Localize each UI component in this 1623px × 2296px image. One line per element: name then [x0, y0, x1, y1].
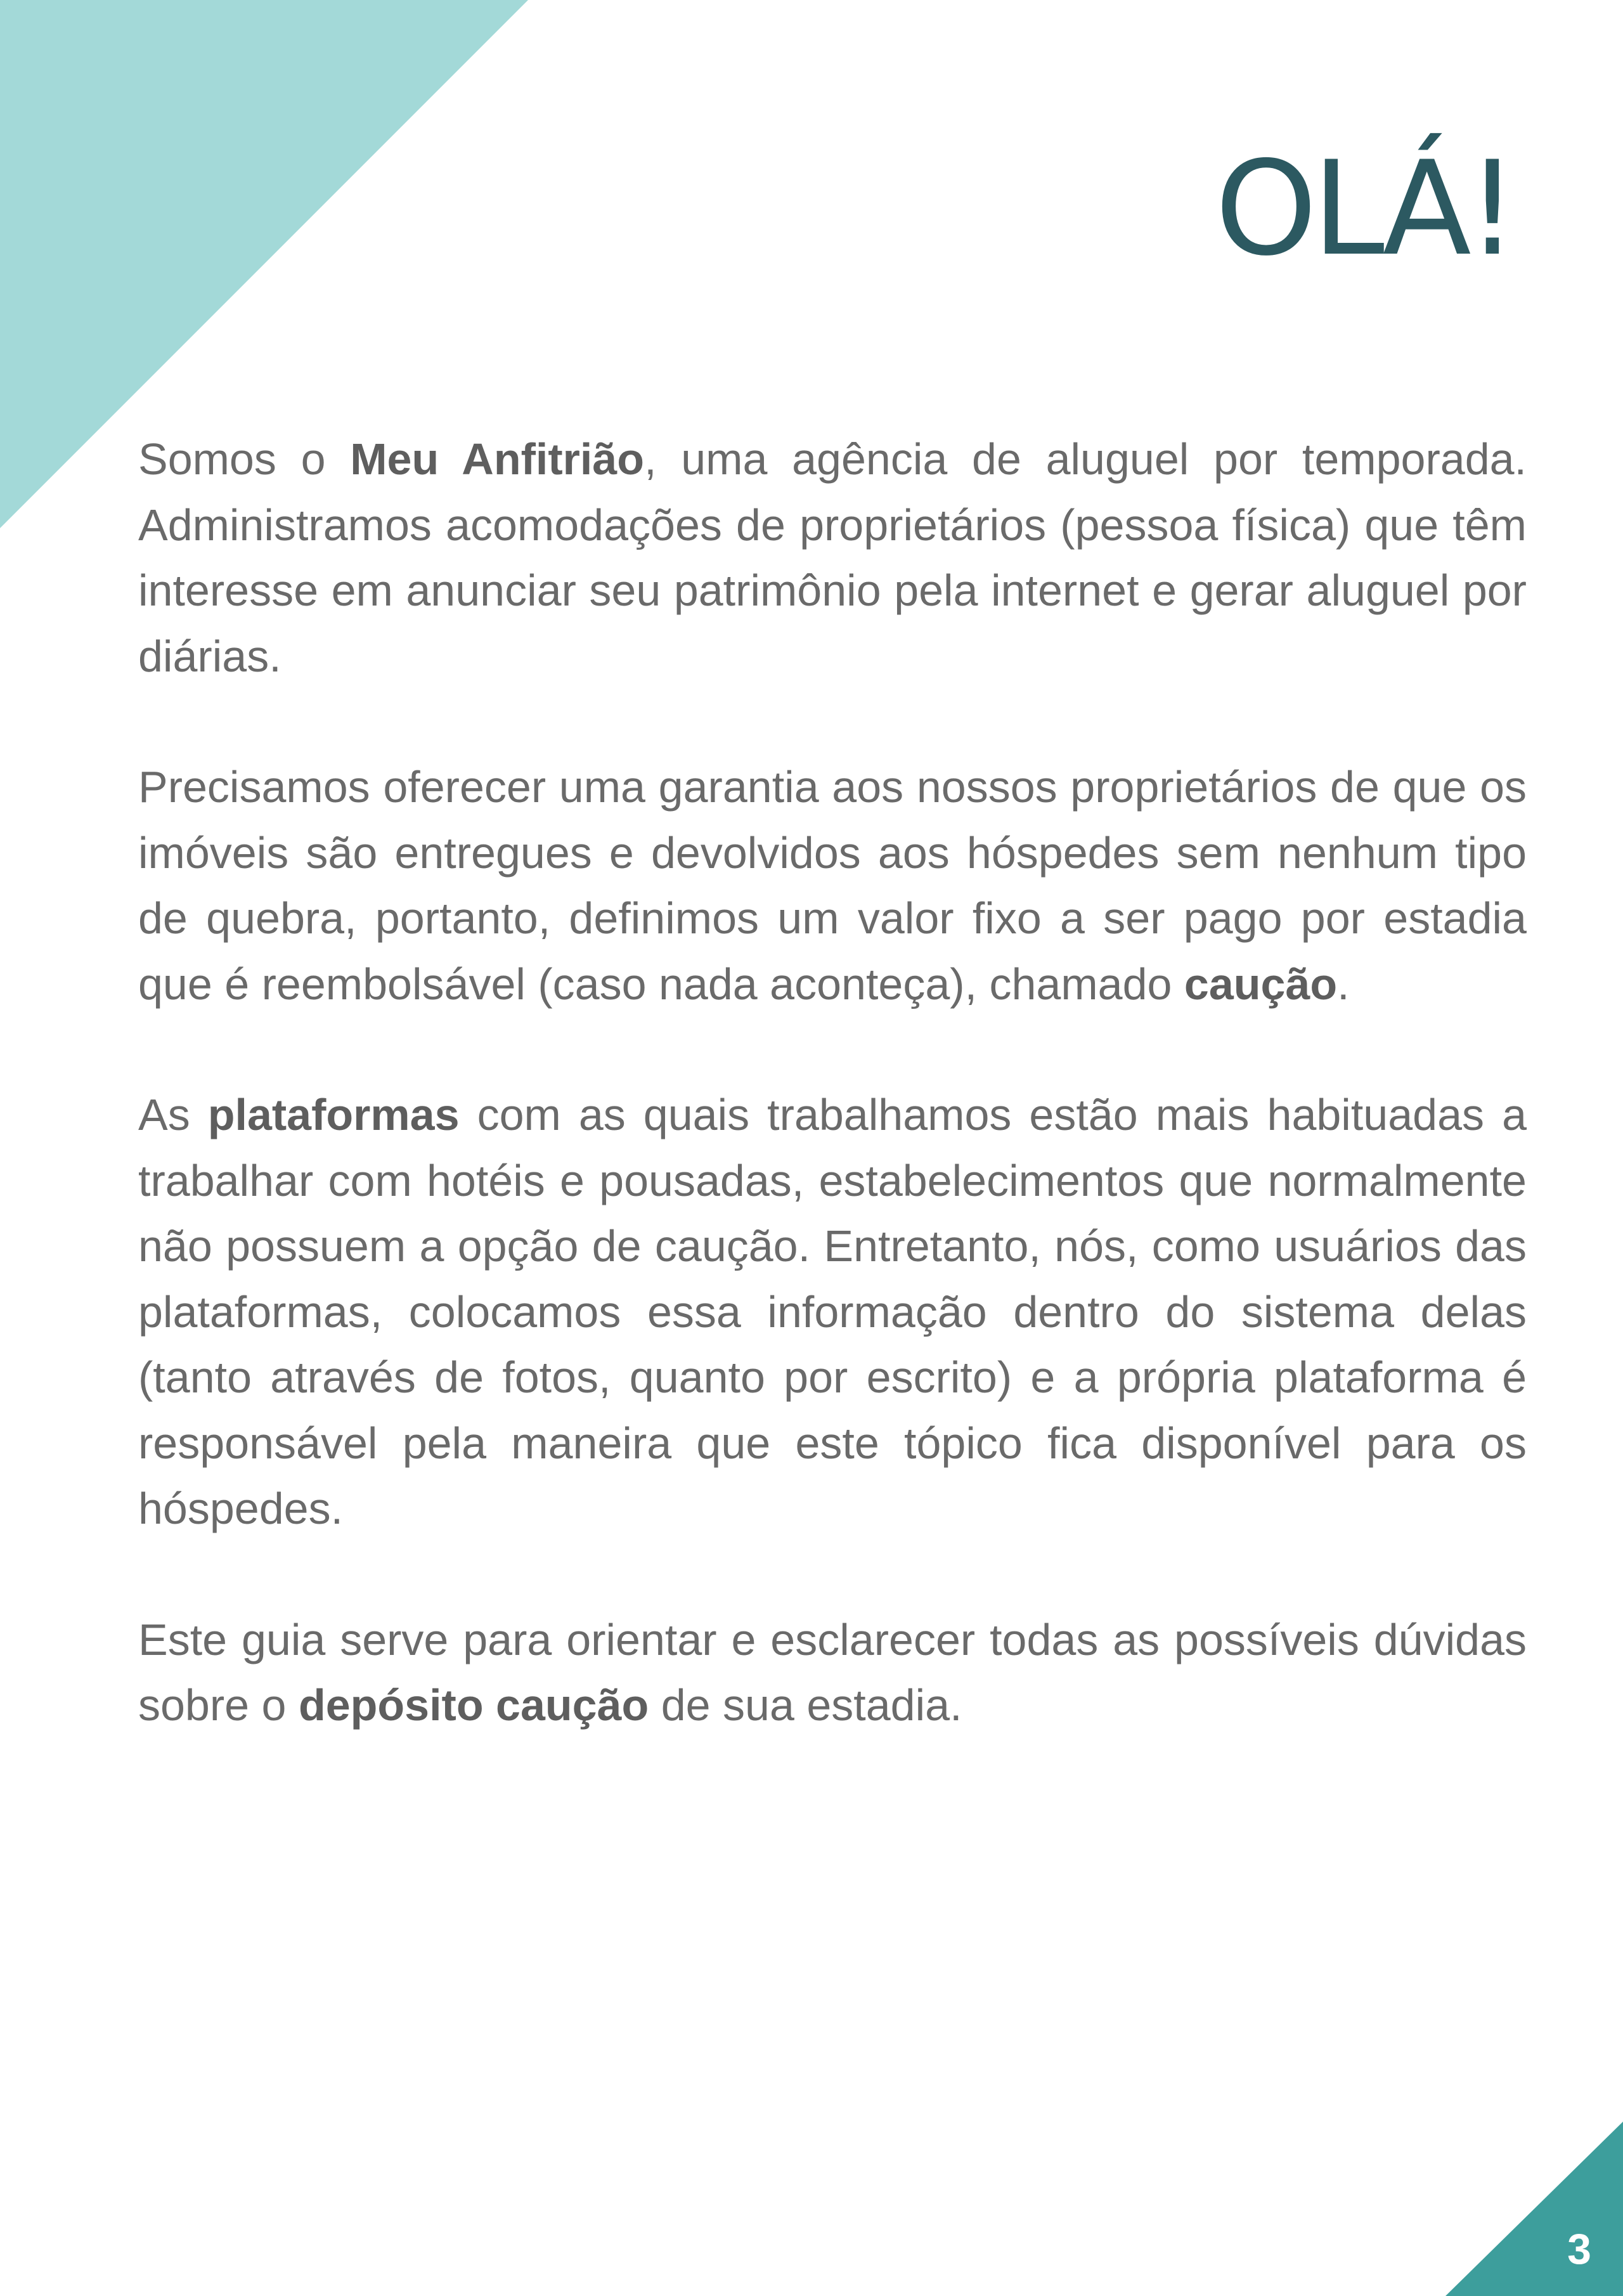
page-title: OLÁ!	[1215, 134, 1513, 285]
bottom-right-triangle	[1445, 2122, 1623, 2296]
term-platforms: plataformas	[207, 1090, 460, 1139]
paragraph-guarantee	[138, 755, 1527, 1017]
agency-name: Meu Anfitrião	[350, 434, 645, 484]
paragraph-text: , uma agência de aluguel por temporada. Administramos acomodações de proprietários (pessoa física) que têm interesse em anunciar seu patrimônio pela internet e gerar aluguel por diárias.	[138, 434, 1527, 681]
paragraph-text: com as quais trabalhamos estão mais habituadas a trabalhar com hotéis e pousadas, estabelecimentos que normalmente não possuem a opção de caução. Entretanto, nós, como usuários das plataformas, colocamos essa informação dentro do sistema delas (tanto através de fotos, quanto por escrito) e a própria plataforma é responsável pela maneira que este tópico fica disponível para os hóspedes.	[138, 1090, 1527, 1533]
bottom-right-corner-decoration	[1445, 2122, 1623, 2296]
paragraph-text: .	[1337, 959, 1350, 1009]
paragraph-text: de sua estadia.	[649, 1680, 962, 1730]
paragraph-text: Este guia serve para orientar e esclarecer todas as possíveis dúvidas sobre o	[138, 1614, 1527, 1730]
term-caucao: caução	[1184, 959, 1338, 1009]
page-number: 3	[1567, 2225, 1591, 2273]
paragraph-text: As	[138, 1090, 208, 1139]
term-deposit: depósito caução	[298, 1680, 649, 1730]
body-text	[138, 427, 1527, 1804]
paragraph-text: Precisamos oferecer uma garantia aos nossos proprietários de que os imóveis são entregues e devolvidos aos hóspedes sem nenhum tipo de quebra, portanto, definimos um valor fixo a ser pago por estadia que é reembolsável (caso nada aconteça), chamado	[138, 762, 1527, 1009]
paragraph-text: Somos o	[138, 434, 351, 484]
paragraph-guide	[138, 1607, 1527, 1739]
paragraph-intro	[138, 427, 1527, 689]
paragraph-platforms	[138, 1082, 1527, 1542]
